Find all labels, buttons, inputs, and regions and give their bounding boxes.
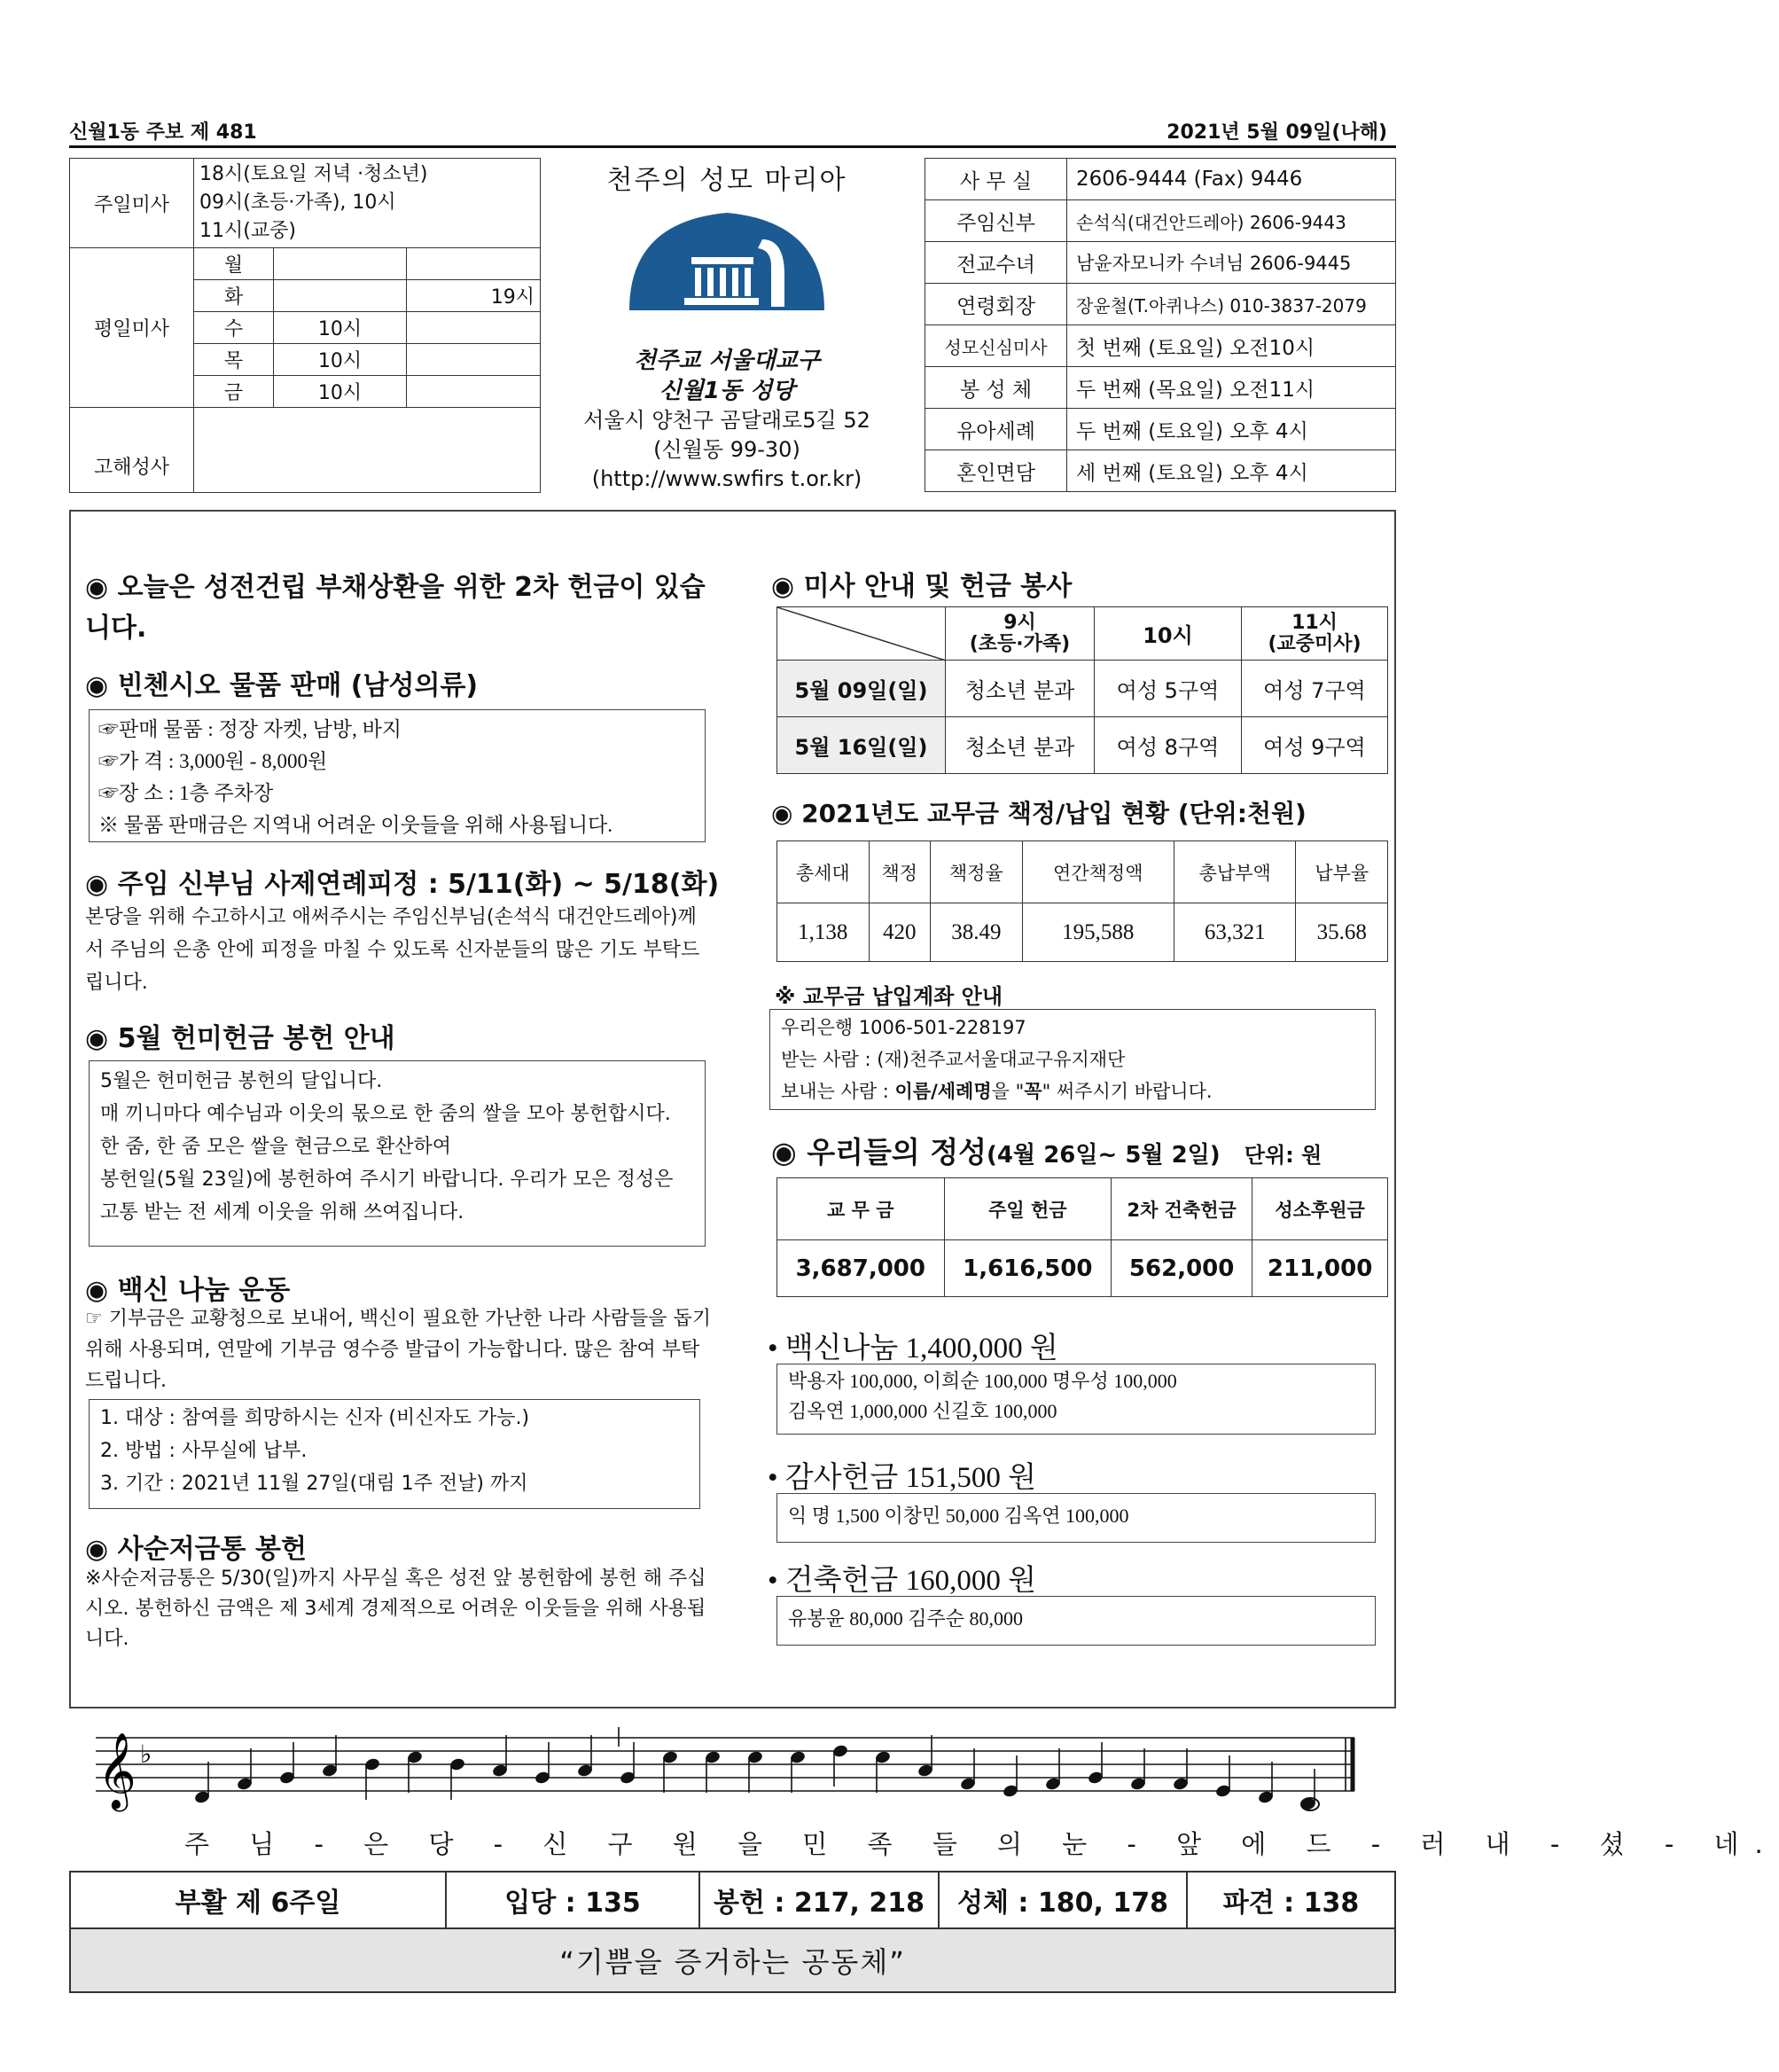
- weekday: 금: [194, 376, 274, 408]
- weekday: 화: [194, 280, 274, 312]
- header-line: (초등·가족): [969, 632, 1071, 655]
- lent-box-body: ※사순저금통은 5/30(일)까지 사무실 혹은 성전 앞 봉헌함에 봉헌 해 주십시오. 봉헌하신 금액은 제 3세계 경제적으로 어려운 이웃들을 위해 사용됩니다.: [85, 1568, 706, 1650]
- parish-script-2: 신월1동 성당: [659, 378, 795, 404]
- weekday-time: [407, 344, 541, 376]
- vaccine-donation-title: • 백신나눔 1,400,000 원: [768, 1333, 1058, 1364]
- rice-line: 봉헌일(5월 23일)에 봉헌하여 주시기 바랍니다. 우리가 모은 정성은 고통 받는 전 세계 이웃을 위해 쓰여집니다.: [100, 1169, 674, 1224]
- service-cell: 청소년 분과: [946, 661, 1095, 717]
- offering-unit: 단위: 원: [1244, 1143, 1323, 1168]
- office-value: 남윤자모니카 수녀님 2606-9445: [1067, 242, 1396, 284]
- diagonal-header-cell: [777, 607, 946, 661]
- account-text: 보내는 사람 :: [781, 1081, 895, 1102]
- svg-text:𝄞: 𝄞: [98, 1732, 137, 1809]
- sale-place-line: ☞장 소 : 1층 주차장: [98, 782, 274, 804]
- weekday-mass-label: 평일미사: [70, 248, 194, 408]
- account-emphasis: 꼭: [1024, 1081, 1042, 1102]
- liturgical-week: 부활 제 6주일: [71, 1873, 447, 1927]
- account-text: 을 ": [991, 1081, 1025, 1102]
- sunday-line: 11시(교중): [199, 220, 296, 242]
- weekday-time: [274, 280, 407, 312]
- service-cell: 청소년 분과: [946, 717, 1095, 774]
- dues-header: 책정율: [931, 841, 1023, 903]
- sale-price-line: ☞가 격 : 3,000원 - 8,000원: [98, 750, 328, 772]
- offertory-hymn: 봉헌 : 217, 218: [700, 1873, 940, 1927]
- vaccine-donors-box: [776, 1364, 1376, 1435]
- sale-item-line: ☞판매 물품 : 정장 자켓, 남방, 바지: [98, 718, 402, 740]
- dues-header: 총세대: [777, 841, 870, 903]
- weekday-time: [407, 248, 541, 280]
- rice-line: 5월은 헌미헌금 봉헌의 달입니다.: [100, 1070, 383, 1092]
- dues-header: 연간책정액: [1022, 841, 1174, 903]
- building-offering-title: • 건축헌금 160,000 원: [768, 1565, 1036, 1597]
- weekday: 월: [194, 248, 274, 280]
- offering-service-table: [776, 606, 1388, 774]
- vincent-sale-title: ◉ 빈첸시오 물품 판매 (남성의류): [85, 670, 479, 701]
- lent-box-title: ◉ 사순저금통 봉헌: [85, 1534, 307, 1565]
- dues-status-title: ◉ 2021년도 교무금 책정/납입 현황 (단위:천원): [771, 799, 1307, 828]
- confession-label: 고해성사: [70, 408, 194, 493]
- retreat-title: ◉ 주임 신부님 사제연례피정 : 5/11(화) ~ 5/18(화): [85, 869, 720, 900]
- service-cell: 여성 8구역: [1095, 717, 1242, 774]
- office-value: 2606-9444 (Fax) 9446: [1067, 159, 1396, 200]
- parish-address-sub: (신월동 99-30): [653, 437, 800, 462]
- parish-logo-block: [567, 158, 886, 494]
- thanks-donors-box: 익 명 1,500 이창민 50,000 김옥연 100,000: [776, 1493, 1376, 1543]
- dues-header: 총납부액: [1174, 841, 1295, 903]
- weekday-time: 10시: [274, 312, 407, 344]
- offering-value: 1,616,500: [944, 1240, 1112, 1297]
- sunday-mass-label: 주일미사: [70, 159, 194, 248]
- office-value: 두 번째 (토요일) 오후 4시: [1067, 409, 1396, 450]
- parish-script-1: 천주교 서울대교구: [634, 348, 820, 374]
- mass-schedule-table: [69, 158, 541, 493]
- account-text: " 써주시기 바랍니다.: [1042, 1081, 1213, 1102]
- office-value: 장윤철(T.아퀴나스) 010-3837-2079: [1067, 284, 1396, 325]
- service-cell: 여성 9구역: [1242, 717, 1388, 774]
- header-line: (교중미사): [1268, 632, 1362, 655]
- vincent-sale-box: [89, 709, 706, 842]
- service-header-11: [1242, 607, 1388, 661]
- offering-period: (4월 26일~ 5월 2일): [987, 1142, 1221, 1169]
- sunday-line: 18시(토요일 저녁 ·청소년): [199, 163, 428, 185]
- dismissal-hymn: 파견 : 138: [1222, 1888, 1360, 1919]
- vaccine-campaign-box: [89, 1399, 700, 1509]
- sunday-mass-times: [194, 159, 541, 248]
- offering-header: 교 무 금: [777, 1178, 945, 1240]
- parish-website-link[interactable]: (http://www.swfirs t.or.kr): [591, 466, 862, 491]
- offering-summary-table: [776, 1177, 1388, 1297]
- music-score: [69, 1711, 1779, 1871]
- account-line: 우리은행 1006-501-228197: [781, 1017, 1026, 1038]
- header-divider: [69, 145, 1396, 148]
- service-header-10: 10시: [1095, 607, 1242, 661]
- vaccine-campaign-body: ☞ 기부금은 교황청으로 보내어, 백신이 필요한 가난한 나라 사람들을 돕기 위해 사용되며, 연말에 기부금 영수증 발급이 가능합니다. 많은 참여 부탁드립니다.: [85, 1308, 711, 1392]
- bulletin-issue: 신월1동 주보 제 481: [69, 121, 257, 144]
- donor-line: 박용자 100,000, 이희순 100,000 명우성 100,000: [788, 1370, 1177, 1392]
- bulletin-date: 2021년 5월 09일(나해): [1166, 121, 1387, 144]
- header-line: 11시: [1291, 611, 1338, 634]
- parish-motto: “기쁨을 증거하는 공동체”: [69, 1929, 1396, 1993]
- parish-emblem-icon: [620, 204, 833, 337]
- office-value: 손석식(대건안드레아) 2606-9443: [1067, 200, 1396, 242]
- confession-times: [194, 408, 541, 493]
- weekday: 목: [194, 344, 274, 376]
- rice-offering-title: ◉ 5월 헌미헌금 봉헌 안내: [85, 1023, 395, 1054]
- offering-title-text: ◉ 우리들의 정성: [771, 1135, 987, 1169]
- offering-header: 주일 헌금: [944, 1178, 1112, 1240]
- account-box: [769, 1009, 1376, 1110]
- retreat-body: 본당을 위해 수고하시고 애써주시는 주임신부님(손석식 대건안드레아)께서 주님의 은총 안에 피정을 마칠 수 있도록 신자분들의 많은 기도 부탁드립니다.: [85, 906, 700, 994]
- parish-address: 서울시 양천구 곰달래로5길 52: [583, 408, 870, 433]
- account-title: ※ 교무금 납입계좌 안내: [775, 984, 1003, 1009]
- dues-table: [776, 841, 1388, 962]
- entrance-hymn: 입당 : 135: [447, 1873, 700, 1927]
- office-label: 성모신심미사: [925, 325, 1067, 367]
- mass-service-title: ◉ 미사 안내 및 헌금 봉사: [771, 571, 1073, 602]
- music-staff-icon: [69, 1711, 1396, 1826]
- office-label: 연령회장: [925, 284, 1067, 325]
- office-value: 두 번째 (목요일) 오전11시: [1067, 367, 1396, 409]
- office-contact-table: [925, 158, 1396, 492]
- offering-value: 211,000: [1252, 1240, 1388, 1297]
- service-header-9: [946, 607, 1095, 661]
- weekday-time: 10시: [274, 376, 407, 408]
- dues-header: 책정: [869, 841, 931, 903]
- dues-value: 195,588: [1022, 903, 1174, 962]
- service-cell: 여성 7구역: [1242, 661, 1388, 717]
- donor-line: 김옥연 1,000,000 신길호 100,000: [788, 1400, 1057, 1422]
- vaccine-line: 3. 기간 : 2021년 11월 27일(대림 1주 전날) 까지: [100, 1473, 528, 1495]
- offering-summary-title: [771, 1130, 1322, 1171]
- sale-note-line: ※ 물품 판매금은 지역내 어려운 이웃들을 위해 사용됩니다.: [98, 814, 613, 836]
- weekday-time: [274, 248, 407, 280]
- account-emphasis: 이름/세례명: [894, 1081, 992, 1102]
- weekday-time: [407, 312, 541, 344]
- building-donors-box: 유봉윤 80,000 김주순 80,000: [776, 1596, 1376, 1646]
- dues-value: 35.68: [1296, 903, 1388, 962]
- office-label: 유아세례: [925, 409, 1067, 450]
- vaccine-line: 1. 대상 : 참여를 희망하시는 신자 (비신자도 가능.): [100, 1407, 530, 1429]
- weekday-time: 19시: [407, 280, 541, 312]
- service-date: 5월 09일(일): [777, 661, 946, 717]
- service-cell: 여성 5구역: [1095, 661, 1242, 717]
- weekday-time: 10시: [274, 344, 407, 376]
- parish-name: 천주의 성모 마리아: [606, 165, 847, 196]
- office-label: 사 무 실: [925, 159, 1067, 200]
- weekday: 수: [194, 312, 274, 344]
- diagonal-line-icon: [777, 607, 946, 661]
- communion-hymn: 성체 : 180, 178: [940, 1873, 1188, 1927]
- office-label: 혼인면담: [925, 450, 1067, 492]
- dues-value: 1,138: [777, 903, 870, 962]
- offering-header: 2차 건축헌금: [1112, 1178, 1252, 1240]
- dues-value: 38.49: [931, 903, 1023, 962]
- dues-header: 납부율: [1296, 841, 1388, 903]
- header-line: 9시: [1003, 611, 1036, 634]
- office-value: 세 번째 (토요일) 오후 4시: [1067, 450, 1396, 492]
- offering-value: 3,687,000: [777, 1240, 945, 1297]
- sunday-line: 09시(초등·가족), 10시: [199, 192, 396, 214]
- offering-header: 성소후원금: [1252, 1178, 1388, 1240]
- office-value: 첫 번째 (토요일) 오전10시: [1067, 325, 1396, 367]
- office-label: 봉 성 체: [925, 367, 1067, 409]
- thanks-offering-title: • 감사헌금 151,500 원: [768, 1462, 1036, 1494]
- vaccine-line: 2. 방법 : 사무실에 납부.: [100, 1440, 308, 1462]
- svg-text:♭: ♭: [140, 1740, 152, 1769]
- second-collection-notice: ◉ 오늘은 성전건립 부채상환을 위한 2차 헌금이 있습니다.: [85, 572, 706, 644]
- dues-value: 420: [869, 903, 931, 962]
- hymn-number-row: [69, 1871, 1396, 1929]
- service-date: 5월 16일(일): [777, 717, 946, 774]
- score-lyrics: 주 님 - 은 당 - 신 구 원 을 민 족 들 의 눈 - 앞 에 드 - 러 내 - 셨 - 네.: [184, 1829, 1779, 1859]
- account-line: 받는 사람 : (재)천주교서울대교구유지재단: [781, 1049, 1126, 1070]
- dues-value: 63,321: [1174, 903, 1295, 962]
- office-label: 주임신부: [925, 200, 1067, 242]
- rice-offering-box: [89, 1060, 706, 1247]
- offering-value: 562,000: [1112, 1240, 1252, 1297]
- rice-line: 매 끼니마다 예수님과 이웃의 몫으로 한 줌의 쌀을 모아 봉헌합시다. 한 줌, 한 줌 모은 쌀을 현금으로 환산하여: [100, 1103, 671, 1158]
- vaccine-campaign-title: ◉ 백신 나눔 운동: [85, 1275, 291, 1306]
- office-label: 전교수녀: [925, 242, 1067, 284]
- account-line: [781, 1075, 1364, 1107]
- weekday-time: [407, 376, 541, 408]
